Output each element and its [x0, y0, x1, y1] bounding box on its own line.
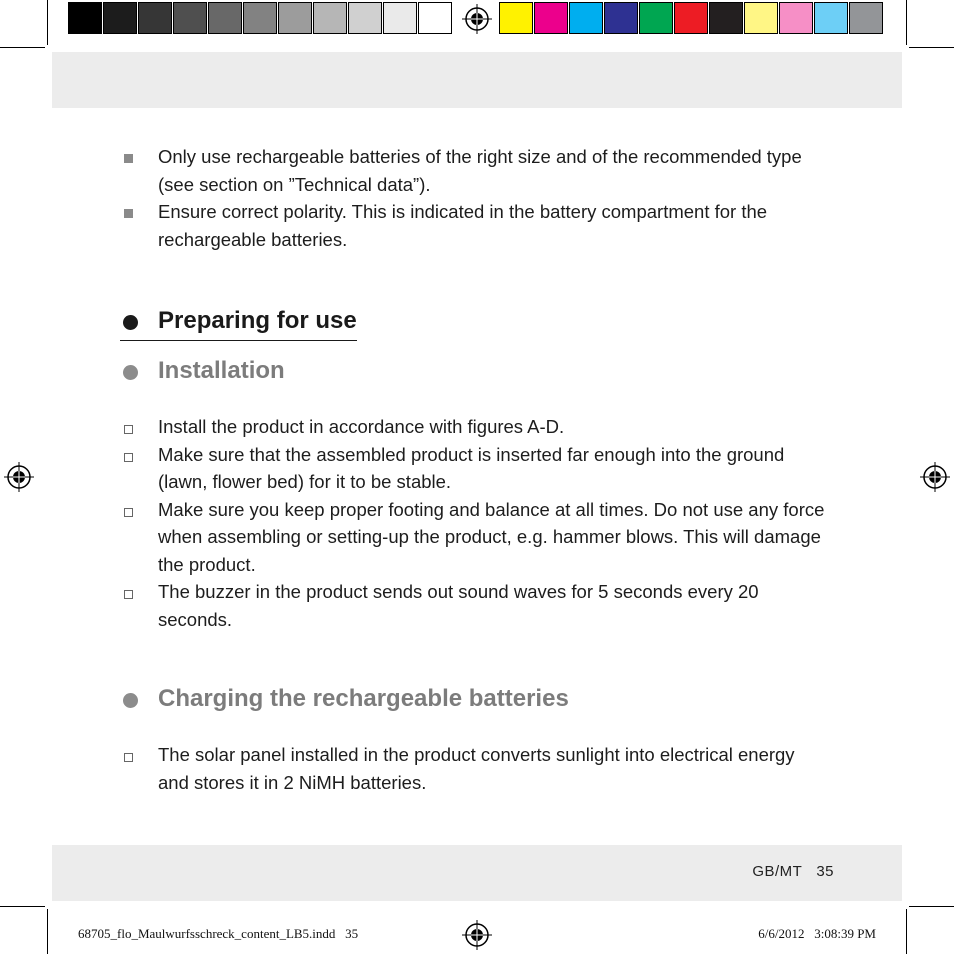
color-swatch [674, 2, 708, 34]
registration-mark-icon [462, 920, 492, 950]
color-swatch [534, 2, 568, 34]
heading-dot-icon [123, 693, 138, 708]
color-swatch [779, 2, 813, 34]
list-item [120, 741, 830, 796]
heading-text: Installation [158, 357, 285, 384]
color-swatch [278, 2, 312, 34]
color-swatch [849, 2, 883, 34]
checkbox-bullet-icon [124, 753, 133, 762]
list-item-text: Only use rechargeable batteries of the right size and of the recommended type (see section on ”Technical data”). [158, 146, 802, 195]
crop-mark [47, 0, 48, 45]
color-swatch [68, 2, 102, 34]
list-item [120, 578, 778, 633]
grayscale-color-bar [68, 2, 453, 36]
color-swatch [418, 2, 452, 34]
registration-mark-icon [4, 462, 34, 492]
page-number-value: 35 [816, 863, 834, 880]
crop-mark [47, 909, 48, 954]
header-band [52, 52, 902, 108]
color-swatch [313, 2, 347, 34]
color-swatch [208, 2, 242, 34]
list-item [120, 413, 830, 441]
color-swatch [173, 2, 207, 34]
crop-mark [906, 0, 907, 45]
checkbox-bullet-icon [124, 453, 133, 462]
heading-underline [120, 340, 357, 342]
square-bullet-icon [124, 154, 133, 163]
color-swatch [709, 2, 743, 34]
list-item [120, 496, 830, 579]
color-swatch [569, 2, 603, 34]
section-heading-preparing [120, 307, 357, 335]
color-swatch [243, 2, 277, 34]
color-swatch [499, 2, 533, 34]
process-color-bar [499, 2, 884, 36]
heading-dot-icon [123, 315, 138, 330]
list-item-text: The solar panel installed in the product converts sunlight into electrical energy and stores it in 2 NiMH batteries. [158, 744, 795, 793]
heading-text: Charging the rechargeable batteries [158, 685, 569, 712]
section-heading-installation [120, 357, 830, 385]
slug-timestamp: 6/6/2012 3:08:39 PM [758, 926, 876, 941]
heading-dot-icon [123, 365, 138, 380]
checkbox-bullet-icon [124, 508, 133, 517]
heading-text: Preparing for use [158, 307, 357, 334]
color-swatch [383, 2, 417, 34]
list-item-text: The buzzer in the product sends out sound waves for 5 seconds every 20 seconds. [158, 581, 759, 630]
slug-filename: 68705_flo_Maulwurfsschreck_content_LB5.indd 35 [78, 926, 359, 941]
list-item [120, 143, 830, 198]
color-swatch [639, 2, 673, 34]
list-item-text: Ensure correct polarity. This is indicated in the battery compartment for the rechargeable batteries. [158, 201, 768, 250]
checkbox-bullet-icon [124, 590, 133, 599]
registration-mark-icon [462, 4, 492, 34]
language-code: GB/MT [752, 863, 803, 880]
color-swatch [744, 2, 778, 34]
color-swatch [348, 2, 382, 34]
list-item-text: Install the product in accordance with figures A-D. [158, 416, 565, 437]
crop-mark [0, 47, 45, 48]
color-swatch [103, 2, 137, 34]
list-item [120, 441, 830, 496]
section-heading-charging [120, 685, 830, 713]
color-swatch [604, 2, 638, 34]
color-swatch [138, 2, 172, 34]
list-item [120, 198, 830, 253]
crop-mark [906, 909, 907, 954]
square-bullet-icon [124, 209, 133, 218]
list-item-text: Make sure you keep proper footing and balance at all times. Do not use any force when assembling or setting-up the product, e.g. hammer blows. This will damage the product. [158, 498, 825, 575]
color-swatch [814, 2, 848, 34]
crop-mark [909, 906, 954, 907]
crop-mark [0, 906, 45, 907]
list-item-text: Make sure that the assembled product is inserted far enough into the ground (lawn, flower bed) for it to be stable. [158, 443, 785, 492]
page-content [120, 143, 830, 796]
page-number [752, 863, 834, 880]
registration-mark-icon [920, 462, 950, 492]
crop-mark [909, 47, 954, 48]
checkbox-bullet-icon [124, 425, 133, 434]
